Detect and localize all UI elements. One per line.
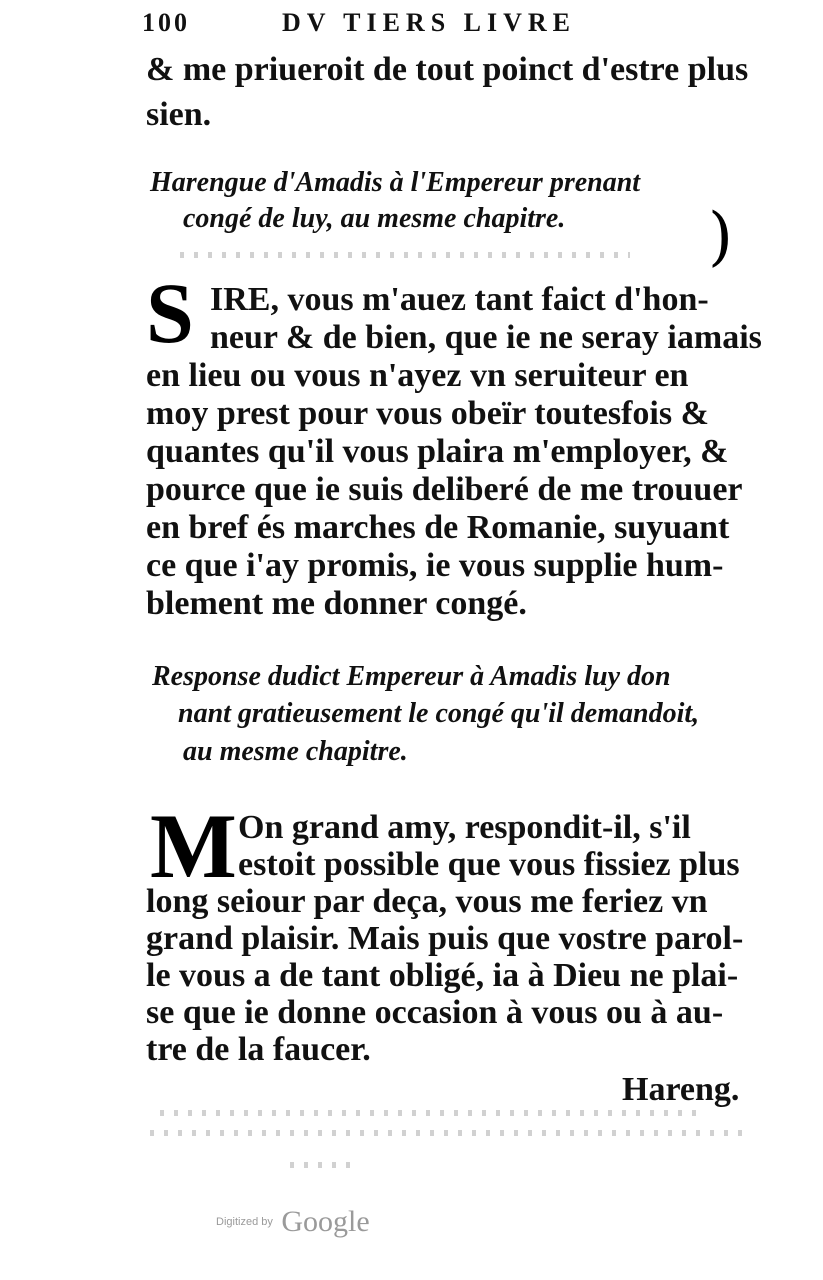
paragraph-line: neur & de bien, que ie ne seray iamais [210, 319, 762, 356]
running-title: DV TIERS LIVRE [282, 8, 577, 37]
digitized-watermark [216, 1205, 370, 1239]
paragraph-line: blement me donner congé. [146, 585, 527, 622]
paragraph-line: quantes qu'il vous plaira m'employer, & [146, 433, 729, 470]
paragraph-line: long seiour par deça, vous me feriez vn [146, 883, 708, 920]
bracket-ornament: ) [708, 200, 733, 274]
paragraph-line: le vous a de tant obligé, ia à Dieu ne plai- [146, 957, 739, 994]
section-heading-line: Response dudict Empereur à Amadis luy don [152, 661, 671, 692]
continued-text-line: sien. [146, 96, 212, 133]
paragraph-line: IRE, vous m'auez tant faict d'hon- [210, 281, 709, 318]
show-through-noise [150, 1130, 750, 1136]
section-heading-line: au mesme chapitre. [183, 736, 408, 767]
paragraph-line: pource que ie suis deliberé de me trouuer [146, 471, 743, 508]
section-heading-line: congé de luy, au mesme chapitre. [183, 203, 566, 234]
paragraph-line: en lieu ou vous n'ayez vn seruiteur en [146, 357, 689, 394]
drop-cap: S [146, 265, 194, 361]
section-heading-line: Harengue d'Amadis à l'Empereur prenant [150, 167, 641, 198]
paragraph-line: ce que i'ay promis, ie vous supplie hum- [146, 547, 724, 584]
paragraph-line: estoit possible que vous fissiez plus [238, 846, 740, 883]
paragraph-line: tre de la faucer. [146, 1031, 371, 1068]
watermark-caption: Digitized by [216, 1216, 273, 1228]
page-number: 100 [142, 8, 190, 37]
show-through-noise [180, 252, 630, 258]
catchword: Hareng. [622, 1071, 740, 1108]
continued-text-line: & me priueroit de tout poinct d'estre plus [146, 51, 749, 88]
show-through-noise [290, 1162, 360, 1168]
running-header [142, 8, 742, 48]
drop-cap: M [150, 795, 237, 897]
paragraph-line: grand plaisir. Mais puis que vostre parol- [146, 920, 744, 957]
paragraph-line: On grand amy, respondit-il, s'il [238, 809, 691, 846]
google-logo: Google [281, 1205, 370, 1238]
paragraph-line: en bref és marches de Romanie, suyuant [146, 509, 730, 546]
paragraph-line: se que ie donne occasion à vous ou à au- [146, 994, 724, 1031]
paragraph-line: moy prest pour vous obeïr toutesfois & [146, 395, 709, 432]
show-through-noise [160, 1110, 700, 1116]
section-heading-line: nant gratieusement le congé qu'il demandoit, [178, 698, 700, 729]
